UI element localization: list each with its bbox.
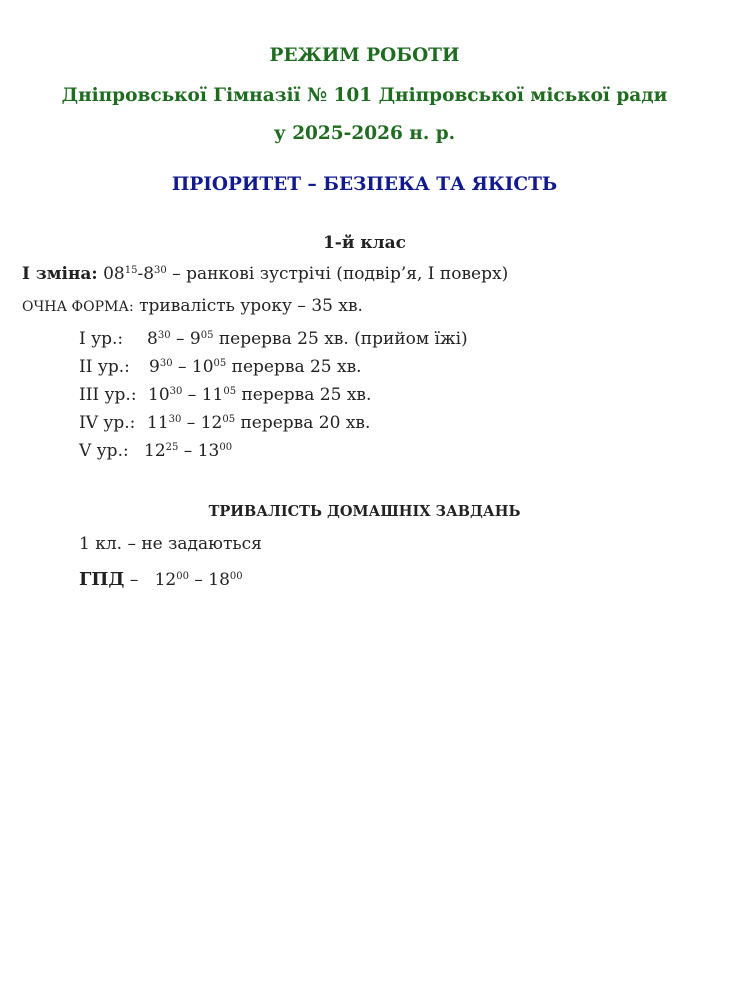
shift-label: І зміна: xyxy=(22,264,98,284)
page-title: РЕЖИМ РОБОТИ xyxy=(269,45,460,66)
homework-text: 1 кл. – не задаються xyxy=(79,534,262,554)
lesson-end-min: 05 xyxy=(222,414,236,425)
lesson-start-hour: 8 xyxy=(147,329,158,349)
shift-description: – ранкові зустрічі (подвір’я, І поверх) xyxy=(166,264,509,284)
school-name: Дніпровської Гімназії № 101 Дніпровської міської ради xyxy=(61,85,668,106)
gpd-label: ГПД xyxy=(79,569,125,590)
lesson-label: V ур.: xyxy=(79,441,129,461)
lesson-start-min: 30 xyxy=(169,386,183,397)
lesson-dash: – xyxy=(182,385,202,405)
lesson-end-min: 05 xyxy=(200,330,214,341)
lesson-start-hour: 10 xyxy=(148,385,170,405)
lesson-end-hour: 10 xyxy=(191,357,214,377)
form-line xyxy=(22,296,363,316)
lesson-end-hour: 12 xyxy=(200,413,223,433)
lesson-note: перерва 25 хв. xyxy=(226,357,362,377)
lesson-dash: – xyxy=(178,441,198,461)
gpd-dash: – xyxy=(124,570,155,590)
lesson-label: IV ур.: xyxy=(79,413,136,433)
lesson-row xyxy=(79,441,232,461)
lesson-row xyxy=(79,329,468,349)
lesson-dash: – xyxy=(181,413,201,433)
lesson-start-min: 30 xyxy=(159,358,173,369)
shift-end-hour: 8 xyxy=(143,264,155,284)
priority-heading: ПРІОРИТЕТ – БЕЗПЕКА ТА ЯКІСТЬ xyxy=(171,174,558,195)
shift-line xyxy=(22,264,508,284)
school-year: у 2025-2026 н. р. xyxy=(273,123,456,144)
gpd-line xyxy=(79,569,243,590)
gpd-end-min: 00 xyxy=(229,571,243,582)
lesson-dash: – xyxy=(172,357,192,377)
lesson-label: ІІ ур.: xyxy=(79,357,130,377)
gpd-sep: – xyxy=(188,570,209,590)
homework-heading: ТРИВАЛІСТЬ ДОМАШНІХ ЗАВДАНЬ xyxy=(208,503,521,520)
shift-start-min: 15 xyxy=(124,265,138,276)
lesson-row xyxy=(79,385,371,405)
shift-end-min: 30 xyxy=(154,265,167,276)
form-label: ОЧНА ФОРМА: xyxy=(22,299,134,315)
lesson-start-hour: 9 xyxy=(149,357,160,377)
lesson-note: перерва 25 хв. (прийом їжі) xyxy=(213,329,468,349)
lesson-start-hour: 11 xyxy=(147,413,169,433)
class-title: 1-й клас xyxy=(322,233,407,253)
shift-sep: - xyxy=(137,264,144,284)
lesson-start-min: 25 xyxy=(165,442,179,453)
lesson-start-hour: 12 xyxy=(144,441,166,461)
lesson-note: перерва 20 хв. xyxy=(235,413,371,433)
lesson-dash: – xyxy=(170,329,190,349)
lesson-end-min: 05 xyxy=(213,358,227,369)
lesson-end-hour: 11 xyxy=(201,385,224,405)
gpd-start-min: 00 xyxy=(176,571,189,582)
gpd-start-hour: 12 xyxy=(154,570,177,590)
gpd-end-hour: 18 xyxy=(208,570,230,590)
form-text: тривалість уроку – 35 хв. xyxy=(133,296,363,316)
lesson-end-hour: 9 xyxy=(189,329,201,349)
lesson-start-min: 30 xyxy=(157,330,171,341)
lesson-label: ІІІ ур.: xyxy=(79,385,137,405)
lesson-end-min: 00 xyxy=(219,442,233,453)
lesson-row xyxy=(79,413,370,433)
lesson-start-min: 30 xyxy=(168,414,182,425)
lesson-label: І ур.: xyxy=(79,329,124,349)
lesson-end-hour: 13 xyxy=(197,441,220,461)
lesson-note: перерва 25 хв. xyxy=(236,385,372,405)
shift-start-hour: 08 xyxy=(103,264,125,284)
lesson-end-min: 05 xyxy=(223,386,237,397)
lesson-row xyxy=(79,357,362,377)
